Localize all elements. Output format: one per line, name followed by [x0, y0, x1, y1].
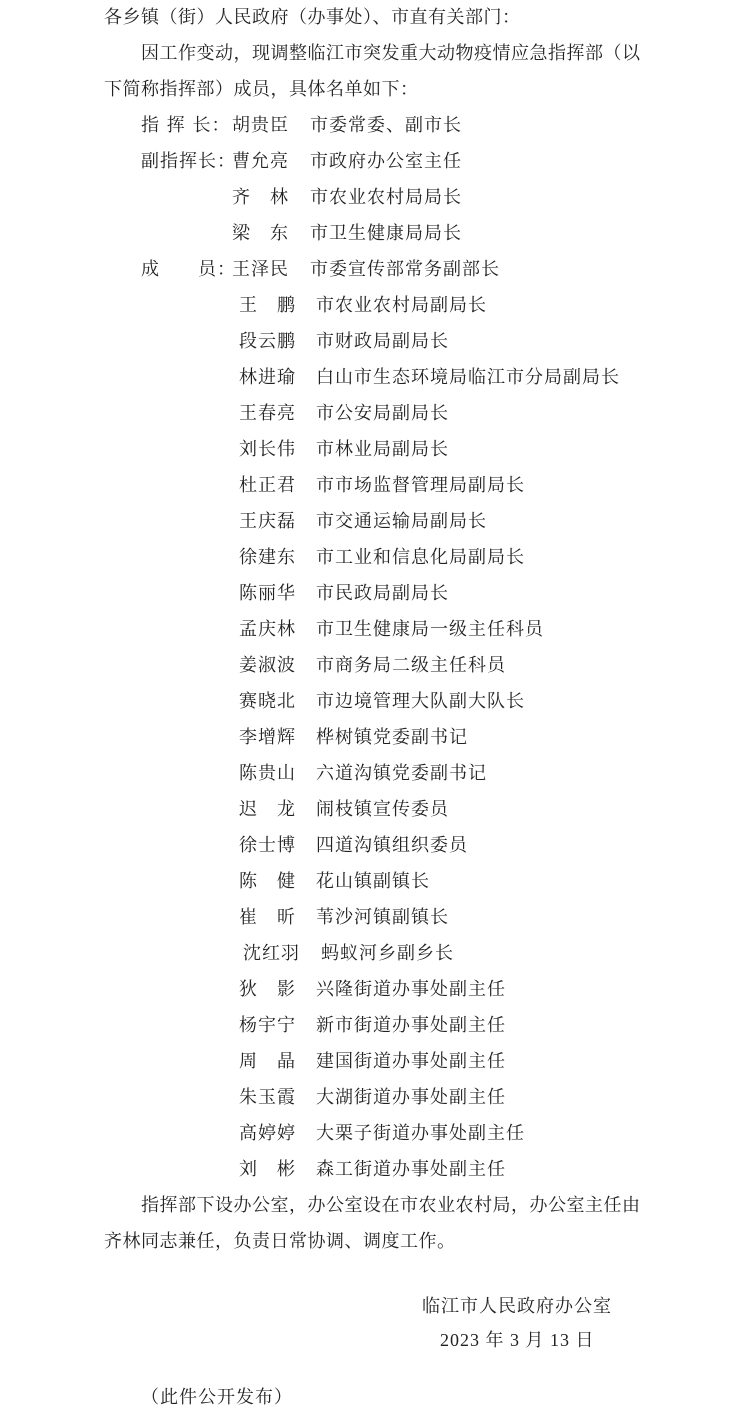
- member-title: 兴隆街道办事处副主任: [316, 979, 506, 1000]
- member-name: 周 晶: [239, 1051, 296, 1072]
- member-title: 市农业农村局副局长: [316, 295, 487, 316]
- member-name: 迟 龙: [239, 799, 296, 820]
- member-name: 高婷婷: [239, 1123, 296, 1144]
- member-row: [0, 1086, 750, 1112]
- member-title: 白山市生态环境局临江市分局副局长: [316, 367, 620, 388]
- deputy-commander-name: 梁 东: [232, 223, 289, 244]
- intro-line-1: 因工作变动，现调整临江市突发重大动物疫情应急指挥部（以: [141, 43, 641, 64]
- member-name: 徐建东: [239, 547, 296, 568]
- member-title: 大栗子街道办事处副主任: [316, 1123, 525, 1144]
- office-line-2: 齐林同志兼任，负责日常协调、调度工作。: [104, 1231, 456, 1252]
- member-title: 市林业局副局长: [316, 439, 449, 460]
- member-row: [0, 402, 750, 428]
- commander-row: [0, 114, 750, 140]
- member-title: 市边境管理大队副大队长: [316, 691, 525, 712]
- member-title: 森工街道办事处副主任: [316, 1159, 506, 1180]
- member-row: [0, 870, 750, 896]
- member-name: 林进瑜: [239, 367, 296, 388]
- member-name: 刘长伟: [239, 439, 296, 460]
- member-row: [0, 618, 750, 644]
- member-title: 闹枝镇宣传委员: [316, 799, 449, 820]
- deputy-commander-role-label: 副指挥长：: [141, 151, 236, 172]
- member-title: 市卫生健康局一级主任科员: [316, 619, 544, 640]
- member-row: [0, 798, 750, 824]
- member-name: 孟庆林: [239, 619, 296, 640]
- member-name: 沈红羽: [243, 943, 300, 964]
- member-name: 狄 影: [239, 979, 296, 1000]
- member-row: [0, 474, 750, 500]
- member-title: 市公安局副局长: [316, 403, 449, 424]
- office-line-1: 指挥部下设办公室，办公室设在市农业农村局，办公室主任由: [141, 1195, 641, 1216]
- commander-title: 市委常委、副市长: [310, 115, 462, 136]
- deputy-commander-name: 齐 林: [232, 187, 289, 208]
- member-row: [0, 1158, 750, 1184]
- member-row: [0, 582, 750, 608]
- member-name: 朱玉霞: [239, 1087, 296, 1108]
- deputy-commander-name: 曹允亮: [232, 151, 289, 172]
- member-title: 市交通运输局副局长: [316, 511, 487, 532]
- member-name: 崔 昕: [239, 907, 296, 928]
- member-name: 王泽民: [232, 259, 289, 280]
- members-role-label: 成 员：: [141, 259, 236, 280]
- member-title: 四道沟镇组织委员: [316, 835, 468, 856]
- member-title: 大湖街道办事处副主任: [316, 1087, 506, 1108]
- member-row: [0, 1122, 750, 1148]
- member-row: [0, 906, 750, 932]
- member-title: 六道沟镇党委副书记: [316, 763, 487, 784]
- signature-date: 2023 年 3 月 13 日: [440, 1330, 595, 1350]
- member-name: 杨宇宁: [239, 1015, 296, 1036]
- member-name: 刘 彬: [239, 1159, 296, 1180]
- member-row: [0, 726, 750, 752]
- member-title: 市民政局副局长: [316, 583, 449, 604]
- salutation: 各乡镇（街）人民政府（办事处）、市直有关部门：: [104, 7, 521, 28]
- member-row: [0, 654, 750, 680]
- member-row: [0, 1050, 750, 1076]
- member-title: 苇沙河镇副镇长: [316, 907, 449, 928]
- member-row: [0, 438, 750, 464]
- deputy-commander-row: [0, 222, 750, 248]
- member-row: [0, 258, 750, 284]
- member-row: [0, 294, 750, 320]
- member-name: 姜淑波: [239, 655, 296, 676]
- member-row: [0, 1014, 750, 1040]
- member-name: 王庆磊: [239, 511, 296, 532]
- commander-name: 胡贵臣: [232, 115, 289, 136]
- member-title: 市商务局二级主任科员: [316, 655, 506, 676]
- signature-office: 临江市人民政府办公室: [422, 1296, 612, 1317]
- member-row: [0, 834, 750, 860]
- member-title: 花山镇副镇长: [316, 871, 430, 892]
- member-title: 市工业和信息化局副局长: [316, 547, 525, 568]
- member-title: 市财政局副局长: [316, 331, 449, 352]
- member-title: 市市场监督管理局副局长: [316, 475, 525, 496]
- intro-line-2: 下简称指挥部）成员，具体名单如下：: [104, 79, 419, 100]
- member-title: 市委宣传部常务副部长: [310, 259, 500, 280]
- member-name: 段云鹏: [239, 331, 296, 352]
- deputy-commander-title: 市卫生健康局局长: [310, 223, 462, 244]
- member-row: [0, 690, 750, 716]
- member-title: 桦树镇党委副书记: [316, 727, 468, 748]
- member-name: 李增辉: [239, 727, 296, 748]
- member-row: [0, 942, 750, 968]
- deputy-commander-title: 市政府办公室主任: [310, 151, 462, 172]
- member-name: 陈贵山: [239, 763, 296, 784]
- member-title: 建国街道办事处副主任: [316, 1051, 506, 1072]
- member-name: 陈丽华: [239, 583, 296, 604]
- member-name: 徐士博: [239, 835, 296, 856]
- member-name: 杜正君: [239, 475, 296, 496]
- member-title: 新市街道办事处副主任: [316, 1015, 506, 1036]
- member-row: [0, 510, 750, 536]
- member-name: 王 鹏: [239, 295, 296, 316]
- commander-role-label: 指 挥 长：: [141, 115, 231, 136]
- member-title: 蚂蚁河乡副乡长: [321, 943, 454, 964]
- member-row: [0, 330, 750, 356]
- publication-note: （此件公开发布）: [141, 1387, 293, 1408]
- deputy-commander-title: 市农业农村局局长: [310, 187, 462, 208]
- member-name: 陈 健: [239, 871, 296, 892]
- member-row: [0, 762, 750, 788]
- deputy-commander-row: [0, 150, 750, 176]
- member-name: 赛晓北: [239, 691, 296, 712]
- member-row: [0, 978, 750, 1004]
- member-name: 王春亮: [239, 403, 296, 424]
- deputy-commander-row: [0, 186, 750, 212]
- member-row: [0, 366, 750, 392]
- member-row: [0, 546, 750, 572]
